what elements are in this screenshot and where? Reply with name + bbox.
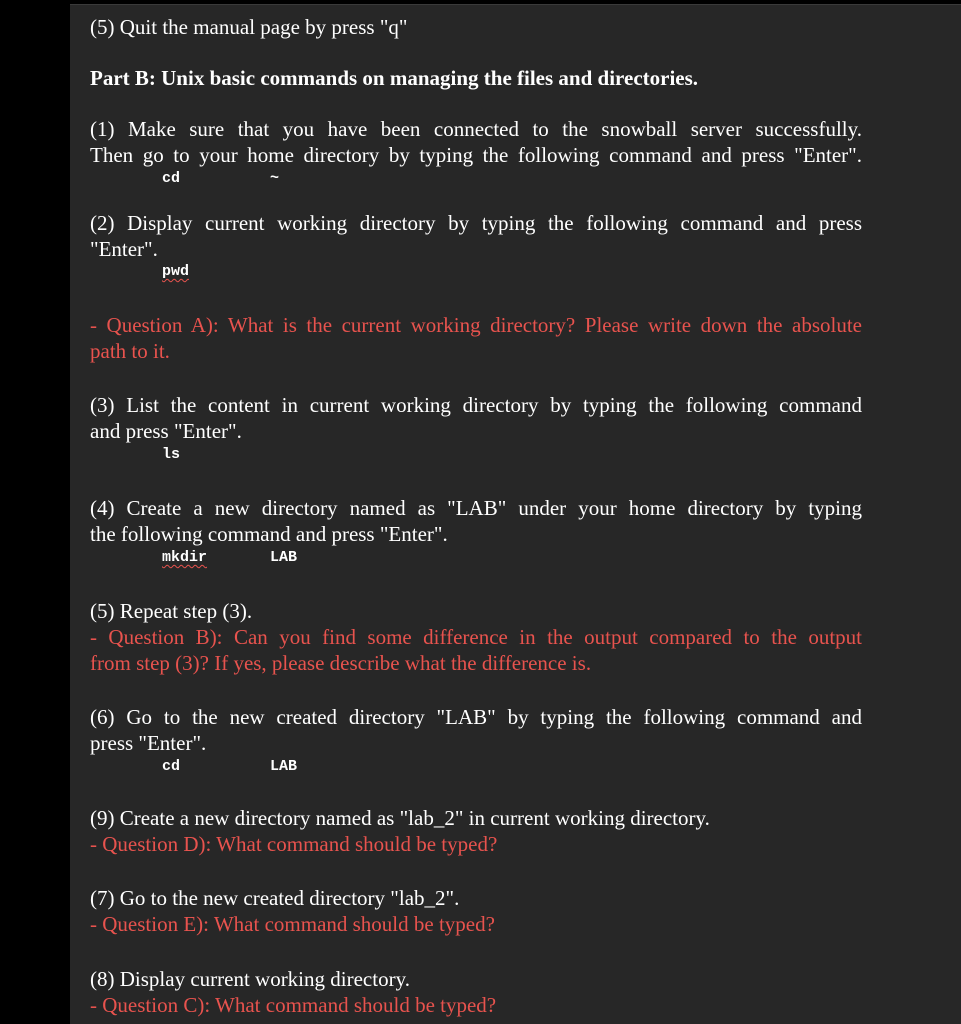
question-d: - Question D): What command should be typed? [90, 832, 498, 856]
step6-command-argument: LAB [270, 758, 298, 775]
question-c: - Question C): What command should be typed? [90, 993, 497, 1017]
step3-command: ls [162, 446, 181, 463]
step4-line1: (4) Create a new directory named as "LAB" under your home directory by typing [90, 496, 862, 520]
step3-line2: and press "Enter". [90, 419, 242, 443]
step6-command: cd [162, 758, 181, 775]
step8-line1: (8) Display current working directory. [90, 967, 410, 991]
question-a-line2: path to it. [90, 339, 170, 363]
step9-line1: (9) Create a new directory named as "lab_2" in current working directory. [90, 806, 710, 830]
step7-line1: (7) Go to the new created directory "lab_2". [90, 886, 460, 910]
question-e: - Question E): What command should be typed? [90, 912, 495, 936]
question-b-line1: - Question B): Can you find some difference in the output compared to the output [90, 625, 862, 649]
step4-line2: the following command and press "Enter". [90, 522, 448, 546]
step1-command: cd [162, 170, 181, 187]
question-b-line2: from step (3)? If yes, please describe what the difference is. [90, 651, 592, 675]
step4-command-argument: LAB [270, 549, 298, 566]
step5-line1: (5) Repeat step (3). [90, 599, 253, 623]
step6-line1: (6) Go to the new created directory "LAB" by typing the following command and [90, 705, 862, 729]
document-page [70, 4, 961, 1024]
step2-command: pwd [162, 263, 190, 280]
step1-line2: Then go to your home directory by typing the following command and press "Enter". [90, 143, 862, 167]
step1-line1: (1) Make sure that you have been connected to the snowball server successfully. [90, 117, 862, 141]
step-quit-manual: (5) Quit the manual page by press "q" [90, 15, 408, 39]
step1-command-argument: ~ [270, 170, 280, 187]
question-a-line1: - Question A): What is the current working directory? Please write down the absolute [90, 313, 862, 337]
step4-command: mkdir [162, 549, 208, 566]
part-b-heading: Part B: Unix basic commands on managing the files and directories. [90, 66, 699, 90]
step6-line2: press "Enter". [90, 731, 207, 755]
step3-line1: (3) List the content in current working directory by typing the following command [90, 393, 862, 417]
step2-line1: (2) Display current working directory by typing the following command and press [90, 211, 862, 235]
step2-line2: "Enter". [90, 237, 158, 261]
